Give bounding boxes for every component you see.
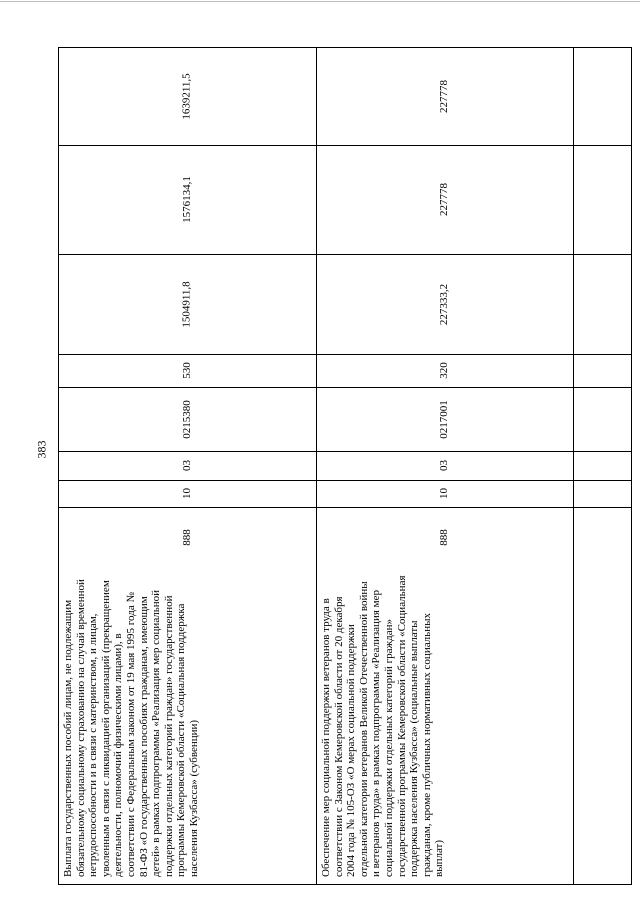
page-number <box>36 439 48 459</box>
row2-amount-2-cell: 227778 <box>438 183 450 216</box>
row2-target-article-cell: 0217001 <box>438 399 450 439</box>
page-number-text: 383 <box>34 440 49 458</box>
table-border-bottom <box>58 884 632 885</box>
budget-table <box>58 47 632 885</box>
row2-description: Обеспечение мер социальной поддержки ветеранов труда в соответствии с Законом Кемеровской области от 20 декабря 2004 года № 105-ОЗ «О мерах социальной поддержки отдельной категории ветеранов Великой Отечественной войны и ветеранов труда» в рамках подпрограммы «Реализация мер социальной поддержки отдельных категорий граждан» государственной программы Кемеровской области «Социальная поддержка населения Кузбасса» (социальные выплаты гражданам, кроме публичных нормативных социальных выплат) <box>320 575 446 877</box>
row-divider <box>573 47 574 885</box>
row1-expense-type-cell: 530 <box>180 362 193 379</box>
row1-subsection-cell: 03 <box>180 460 193 471</box>
row2-expense-type-cell: 320 <box>438 362 450 379</box>
table-border-right <box>631 47 632 885</box>
row2-section-cell: 10 <box>438 488 450 499</box>
row1-description: Выплата государственных пособий лицам, не подлежащим обязательному социальному страхованию на случай временной нетрудоспособности и в связи с материнством, и лицам, уволенным в связи с ликвидацией организаций (прекращением деятельности, полномочий физическими лицами), в соответствии с Федеральным законом от 19 мая 1995 года № 81-ФЗ «О государственных пособиях гражданам, имеющим детей» в рамках подпрограммы «Реализация мер социальной поддержки отдельных категорий граждан» государственной программы Кемеровской области «Социальная поддержка населения Кузбасса» (субвенции) <box>62 579 200 877</box>
row2-amount-1-cell: 227333,2 <box>438 283 450 325</box>
top-edge-line <box>0 1 640 2</box>
row1-section-cell: 10 <box>180 488 193 499</box>
row1-ministry-cell: 888 <box>180 528 193 546</box>
row2-subsection-cell: 03 <box>438 460 450 471</box>
row2-ministry-cell: 888 <box>438 528 450 546</box>
row1-amount-2-cell: 1576134,1 <box>180 176 193 223</box>
row2-amount-3-cell: 227778 <box>438 79 450 113</box>
row1-amount-1-cell: 1504911,8 <box>180 280 193 328</box>
row1-amount-3-cell: 1639211,5 <box>180 72 193 120</box>
row1-target-article-cell: 0215380 <box>180 399 193 439</box>
